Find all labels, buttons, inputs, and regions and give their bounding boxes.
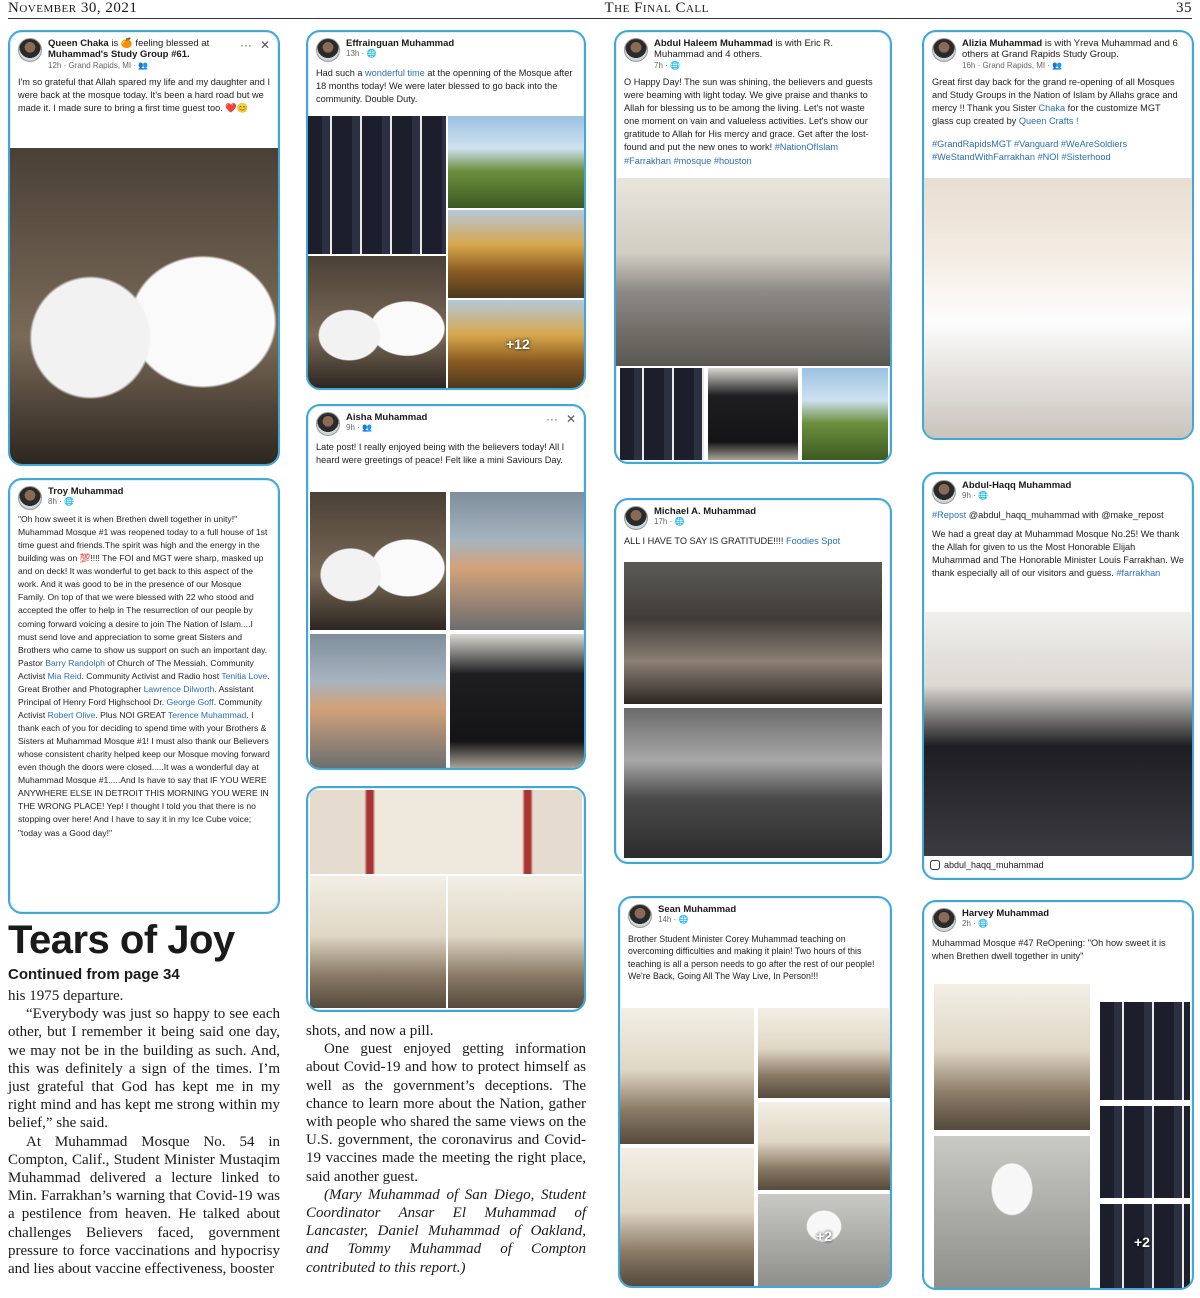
post-effrainguan-muhammad [306,30,586,390]
post-text: of Church of The Messiah. Community Activist [18,657,254,681]
post-text: . I thank each of you for deciding to spend time with your Brothers & Sisters at Muhammad Mosque #1! I must also thank our Believers whose consistent charity helped keep our Mosque moving forward even though the doors were closed.....It was a wonderful day at Muhammad Mosque #1.....And Is have to say that IF YOU WERE ANYWHERE ELSE IN DETROIT THIS MORNING YOU WERE IN THE WRONG PLACE! Yep! I thought I told you that there is no stopping over here! And I have to say it in my Ice Cube voice; "today was a Good day!" [18,709,270,838]
post-harvey-muhammad [922,900,1194,1290]
post-queen-chaka [8,30,280,466]
mention-link[interactable]: Mia Reid [47,670,82,681]
post-meta: 14h · 🌐 [658,915,689,925]
post-photo[interactable] [448,300,584,388]
page-number: 35 [1175,0,1192,16]
post-text-link[interactable]: Queen Crafts ! [1018,116,1079,127]
post-author[interactable]: Queen Chaka [48,38,109,49]
post-photo[interactable] [450,492,584,630]
article-paragraph: his 1975 departure. [8,988,124,1004]
close-icon[interactable]: ✕ [565,412,576,426]
post-aisha-muhammad [306,404,586,770]
post-text: . Great Brother and Photographer [18,670,270,694]
article-column-2 [306,1022,586,1277]
post-author[interactable]: Abdul-Haqq Muhammad [962,480,1072,491]
more-options-icon[interactable]: ··· [545,412,558,426]
post-meta: 8h · 🌐 [48,497,74,507]
repost-hashtag[interactable]: #Repost [932,510,967,520]
masthead-rule [8,18,1192,19]
post-photo[interactable] [1100,1106,1190,1198]
post-quote: "Oh how sweet it is when Brethen dwell together in unity!" [18,514,238,524]
post-photo[interactable] [310,492,446,630]
post-author[interactable]: Alizia Muhammad [962,38,1043,49]
more-photos-count: +12 [506,336,530,352]
post-photo[interactable] [448,210,584,298]
post-photo-collage [306,786,586,1012]
post-photo[interactable] [310,876,446,1008]
post-meta: 7h · 🌐 [654,60,680,70]
post-photo[interactable] [802,368,888,460]
post-text: . Assistant Principal of Henry Ford Highschool Dr. [18,683,254,707]
post-text-link[interactable]: wonderful time [365,68,425,78]
avatar[interactable] [18,38,42,62]
mention-link[interactable]: Terence Muhammad [167,709,247,720]
article-headline: Tears of Joy [8,918,235,962]
masthead [8,0,1192,16]
continuation-note: Continued from page 34 [8,966,180,983]
post-photo[interactable] [620,368,704,460]
post-meta: 12h · Grand Rapids, MI · 👥 [48,60,149,70]
post-abdul-haqq-muhammad [922,472,1194,880]
article-paragraph: At Muhammad Mosque No. 54 in Compton, Calif., Student Minister Mustaqim Muhammad delivered a lecture linked to Min. Farrakhan’s warning that Covid-19 was a pestilence from heaven. He talked about challenges Believers faced, government pressure to force vaccinations and hypocrisy and lies about vaccine effectiveness, booster [8,1133,280,1278]
post-text: O Happy Day! The sun was shining, the believers and guests were beaming with light today. We give praise and thanks to Allah for blessing us to be among the living. Let's not waste one moment on vain and valueless activities. Let's show our gratitude to Allah for His mercy and grace. Get after the lost-found and put the new ones to work! [624,77,873,153]
post-hashtag[interactable]: #farrakhan [1116,568,1161,579]
post-meta: 13h · 🌐 [346,49,377,59]
post-photo[interactable] [1100,1204,1190,1288]
post-photo[interactable] [758,1102,890,1190]
article-paragraph: “Everybody was just so happy to see each other, but I remember it being said one day, we may not be in the building as such. And, this was definitely a sign of the times. I’m just grateful that God has kept me in my right mind and has kept me strong within my belief,” she said. [8,1006,280,1132]
post-place[interactable]: Muhammad's Study Group #61. [48,49,190,61]
post-alizia-muhammad [922,30,1194,440]
avatar[interactable] [932,38,956,62]
mention-link[interactable]: Lawrence Dilworth [143,683,215,694]
post-hashtags[interactable]: #GrandRapidsMGT #Vanguard #WeAreSoldiers #WeStandWithFarrakhan #NOI #Sisterhood [932,139,1128,163]
avatar[interactable] [628,904,652,928]
post-text-link[interactable]: Chaka [1038,103,1066,114]
post-text-start: Had such a [316,68,366,78]
post-photo[interactable] [620,1148,754,1286]
more-options-icon[interactable]: ··· [239,38,252,52]
post-text: @abdul_haqq_muhammad with @make_repost [966,510,1164,520]
article-credits: (Mary Muhammad of San Diego, Student Coordinator Ansar El Muhammad of Lancaster, Daniel Muhammad of Oakland, and Tommy Muhammad of Compton contributed to this report.) [306,1186,586,1276]
post-meta: 9h · 👥 [346,423,372,433]
post-text-start: Great first day back for the grand re-opening of all Mosques and Study Groups in the Nation of Islam by Allahs grace and mercy !! Thank you Sister [932,77,1178,114]
post-text: I'm so grateful that Allah spared my life and my daughter and I were back at the mosque today. It's been a hard road but we made it. I made sure to bring a first time guest too. ❤️😊 [18,77,270,114]
post-photo[interactable] [10,148,278,464]
post-text-link[interactable]: Foodies Spot [786,536,841,546]
post-photo[interactable] [448,116,584,208]
post-sean-muhammad [618,896,892,1288]
post-photo[interactable] [934,984,1090,1130]
post-text-mid: for the customize MGT glass cup created by [932,103,1161,127]
post-text: Muhammad Mosque #47 ReOpening: "Oh how sweet it is when Brethen dwell together in unity" [932,938,1166,962]
instagram-handle[interactable] [930,860,1044,870]
article-column-1 [8,987,280,1278]
post-activity: is 🍊 feeling blessed at [108,38,210,49]
post-photo[interactable] [1100,1002,1190,1100]
post-author[interactable]: Abdul Haleem Muhammad [654,38,773,49]
article-paragraph: One guest enjoyed getting information about Covid-19 and how to protect himself as well as the government’s deceptions. The chance to learn more about the Nation, gather with people who shared the same views on the U.S. government, the coronavirus and Covid-19 vaccines made the meeting the right place, said another guest. [306,1041,586,1185]
post-author[interactable]: Effrainguan Muhammad [346,38,455,49]
post-photo[interactable] [308,116,446,254]
post-with[interactable]: is with Yreva Muhammad and 6 others at Grand Rapids Study Group. [962,38,1178,61]
post-meta: 16h · Grand Rapids, MI · 👥 [962,60,1063,70]
post-photo[interactable] [448,876,584,1008]
avatar[interactable] [18,486,42,510]
publication-name: The Final Call [604,0,709,16]
close-icon[interactable]: ✕ [259,38,270,52]
avatar[interactable] [932,908,956,932]
post-text: Brother Student Minister Corey Muhammad teaching on overcoming difficulties and making it plain! Two hours of this teaching is all a person needs to go after the rest of our people! We're Back, Going All The Way Live, In Person!!! [628,934,875,982]
more-photos-count: +2 [1134,1234,1150,1250]
post-hashtags[interactable]: #NationOfIslam #Farrakhan #mosque #houston [624,142,839,166]
post-text: Muhammad Mosque #1 was reopened today to a full house of 1st time guest and friends.The spirit was high and the energy in the building was on 💯!!!! The FOI and MGT were sharp, masked up and on deck! It was wonderful to get back to this aspect of the work. And it was good to be in the presence of our Mosque Family. On top of that we were blessed with 22 who stood and accepted the offer to help in The resurrection of our people by coming forward voicing a desire to join The Nation of Islam....I must send love and appreciation to some great Sisters and Brothers who came to show us support on such an important day. Pastor [18,527,268,668]
post-photo[interactable] [934,1136,1090,1288]
issue-date: November 30, 2021 [8,0,138,16]
post-photo[interactable] [924,178,1192,438]
post-photo[interactable] [308,256,446,388]
post-text-end: at the openning of the Mosque after 18 months today! We were later blessed to go back into the community. Double Duty. [316,68,573,105]
post-author[interactable]: Harvey Muhammad [962,908,1050,919]
post-troy-muhammad [8,478,280,914]
post-meta: 17h · 🌐 [654,517,685,527]
post-photo[interactable] [450,634,584,768]
mention-link[interactable]: Barry Randolph [45,657,105,668]
mention-link[interactable]: Tenitia Love [221,670,268,681]
post-photo[interactable] [624,708,882,858]
post-photo[interactable] [758,1194,890,1286]
instagram-username: abdul_haqq_muhammad [944,860,1044,870]
instagram-icon [930,860,940,870]
post-abdul-haleem-muhammad [614,30,892,464]
mention-link[interactable]: Robert Olive [47,709,96,720]
post-photo[interactable] [924,612,1192,856]
more-photos-count: +2 [816,1228,832,1244]
post-text: . Plus NOI GREAT [95,709,168,720]
post-text: . Community Activist and Radio host [81,670,222,681]
avatar[interactable] [624,506,648,530]
post-michael-a-muhammad [614,498,892,864]
post-author[interactable]: Troy Muhammad [48,486,124,497]
mention-link[interactable]: George Goff [166,696,214,707]
post-text: Late post! I really enjoyed being with the believers today! All I heard were greetings of peace! Felt like a mini Saviours Day. [316,442,565,466]
post-author[interactable]: Sean Muhammad [658,904,737,915]
post-meta: 2h · 🌐 [962,919,988,929]
post-meta: 9h · 🌐 [962,491,988,501]
post-photo[interactable] [708,368,798,460]
post-text: We had a great day at Muhammad Mosque No.25! We thank the Allah for given to us the Most Honorable Elijah Muhammad and The Honorable Minister Louis Farrakhan. We thank especially all of our visitors and guess. [932,529,1184,579]
post-photo[interactable] [620,1008,754,1144]
post-photo[interactable] [758,1008,890,1098]
post-photo[interactable] [616,178,890,366]
avatar[interactable] [316,38,340,62]
post-with[interactable]: is with Eric R. Muhammad and 4 others. [654,38,833,61]
article-paragraph: shots, and now a pill. [306,1023,434,1039]
avatar[interactable] [624,38,648,62]
post-author[interactable]: Aisha Muhammad [346,412,428,423]
post-text: . Community Activist [18,696,262,720]
post-photo[interactable] [624,562,882,704]
avatar[interactable] [932,480,956,504]
post-photo[interactable] [310,790,582,874]
post-text: ALL I HAVE TO SAY IS GRATITUDE!!!! [624,536,787,546]
post-author[interactable]: Michael A. Muhammad [654,506,757,517]
avatar[interactable] [316,412,340,436]
post-photo[interactable] [310,634,446,768]
